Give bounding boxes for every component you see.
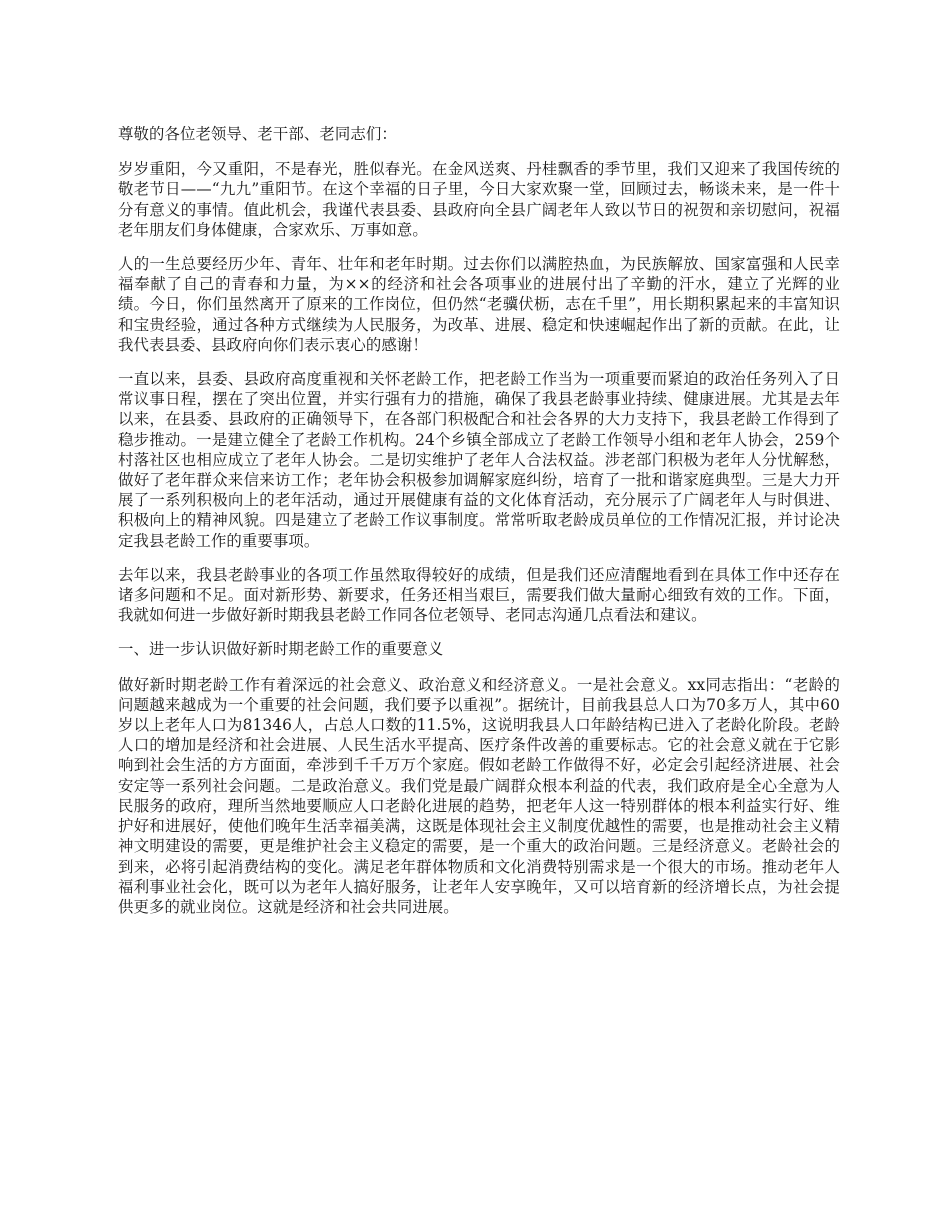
paragraph-1: 岁岁重阳，今又重阳，不是春光，胜似春光。在金风送爽、丹桂飘香的季节里，我们又迎来了我国传统的敬老节日——“九九”重阳节。在这个幸福的日子里，今日大家欢聚一堂，回顾过去，畅谈未来，是一件十分有意义的事情。值此机会，我谨代表县委、县政府向全县广阔老年人致以节日的祝贺和亲切慰问，祝福老年朋友们身体健康，合家欢乐、万事如意。 — [118, 160, 840, 239]
salutation: 尊敬的各位老领导、老干部、老同志们： — [118, 125, 397, 143]
document-page — [118, 124, 840, 931]
paragraph-2: 人的一生总要经历少年、青年、壮年和老年时期。过去你们以满腔热血，为民族解放、国家富强和人民幸福奉献了自己的青春和力量，为××的经济和社会各项事业的进展付出了辛勤的汗水，建立了光辉的业绩。今日，你们虽然离开了原来的工作岗位，但仍然“老骥伏枥，志在千里”，用长期积累起来的丰富知识和宝贵经验，通过各种方式继续为人民服务，为改革、进展、稳定和快速崛起作出了新的贡献。在此，让我代表县委、县政府向你们表示衷心的感谢！ — [118, 255, 840, 354]
paragraph-3: 一直以来，县委、县政府高度重视和关怀老龄工作，把老龄工作当为一项重要而紧迫的政治任务列入了日常议事日程，摆在了突出位置，并实行强有力的措施，确保了我县老龄事业持续、健康进展。尤其是去年以来，在县委、县政府的正确领导下，在各部门积极配合和社会各界的大力支持下，我县老龄工作得到了稳步推动。一是建立健全了老龄工作机构。24个乡镇全部成立了老龄工作领导小组和老年人协会，259个村落社区也相应成立了老年人协会。二是切实维护了老年人合法权益。涉老部门积极为老年人分忧解愁，做好了老年群众来信来访工作；老年协会积极参加调解家庭纠纷，培育了一批和谐家庭典型。三是大力开展了一系列积极向上的老年活动，通过开展健康有益的文化体育活动，充分展示了广阔老年人与时俱进、积极向上的精神风貌。四是建立了老龄工作议事制度。常常听取老龄成员单位的工作情况汇报，并讨论决定我县老龄工作的重要事项。 — [118, 370, 840, 550]
section-heading: 一、进一步认识做好新时期老龄工作的重要意义 — [118, 640, 444, 659]
paragraph-5: 做好新时期老龄工作有着深远的社会意义、政治意义和经济意义。一是社会意义。xx同志指出：“老龄的问题越来越成为一个重要的社会问题，我们要予以重视”。据统计，目前我县总人口为70多万人，其中60岁以上老年人口为81346人，占总人口数的11.5%，这说明我县人口年龄结构已进入了老龄化阶段。老龄人口的增加是经济和社会进展、人民生活水平提高、医疗条件改善的重要标志。它的社会意义就在于它影响到社会生活的方方面面，牵涉到千千万万个家庭。假如老龄工作做得不好，必定会引起经济进展、社会安定等一系列社会问题。二是政治意义。我们党是最广阔群众根本利益的代表，我们政府是全心全意为人民服务的政府，理所当然地要顺应人口老龄化进展的趋势，把老年人这一特别群体的根本利益实行好、维护好和进展好，使他们晚年生活幸福美满，这既是体现社会主义制度优越性的需要，也是推动社会主义精神文明建设的需要，更是维护社会主义稳定的需要，是一个重大的政治问题。三是经济意义。老龄社会的到来，必将引起消费结构的变化。满足老年群体物质和文化消费特别需求是一个很大的市场。推动老年人福利事业社会化，既可以为老年人搞好服务，让老年人安享晚年，又可以培育新的经济增长点，为社会提供更多的就业岗位。这就是经济和社会共同进展。 — [118, 675, 840, 916]
paragraph-4: 去年以来，我县老龄事业的各项工作虽然取得较好的成绩，但是我们还应清醒地看到在具体工作中还存在诸多问题和不足。面对新形势、新要求，任务还相当艰巨，需要我们做大量耐心细致有效的工作。下面，我就如何进一步做好新时期我县老龄工作同各位老领导、老同志沟通几点看法和建议。 — [118, 565, 840, 625]
